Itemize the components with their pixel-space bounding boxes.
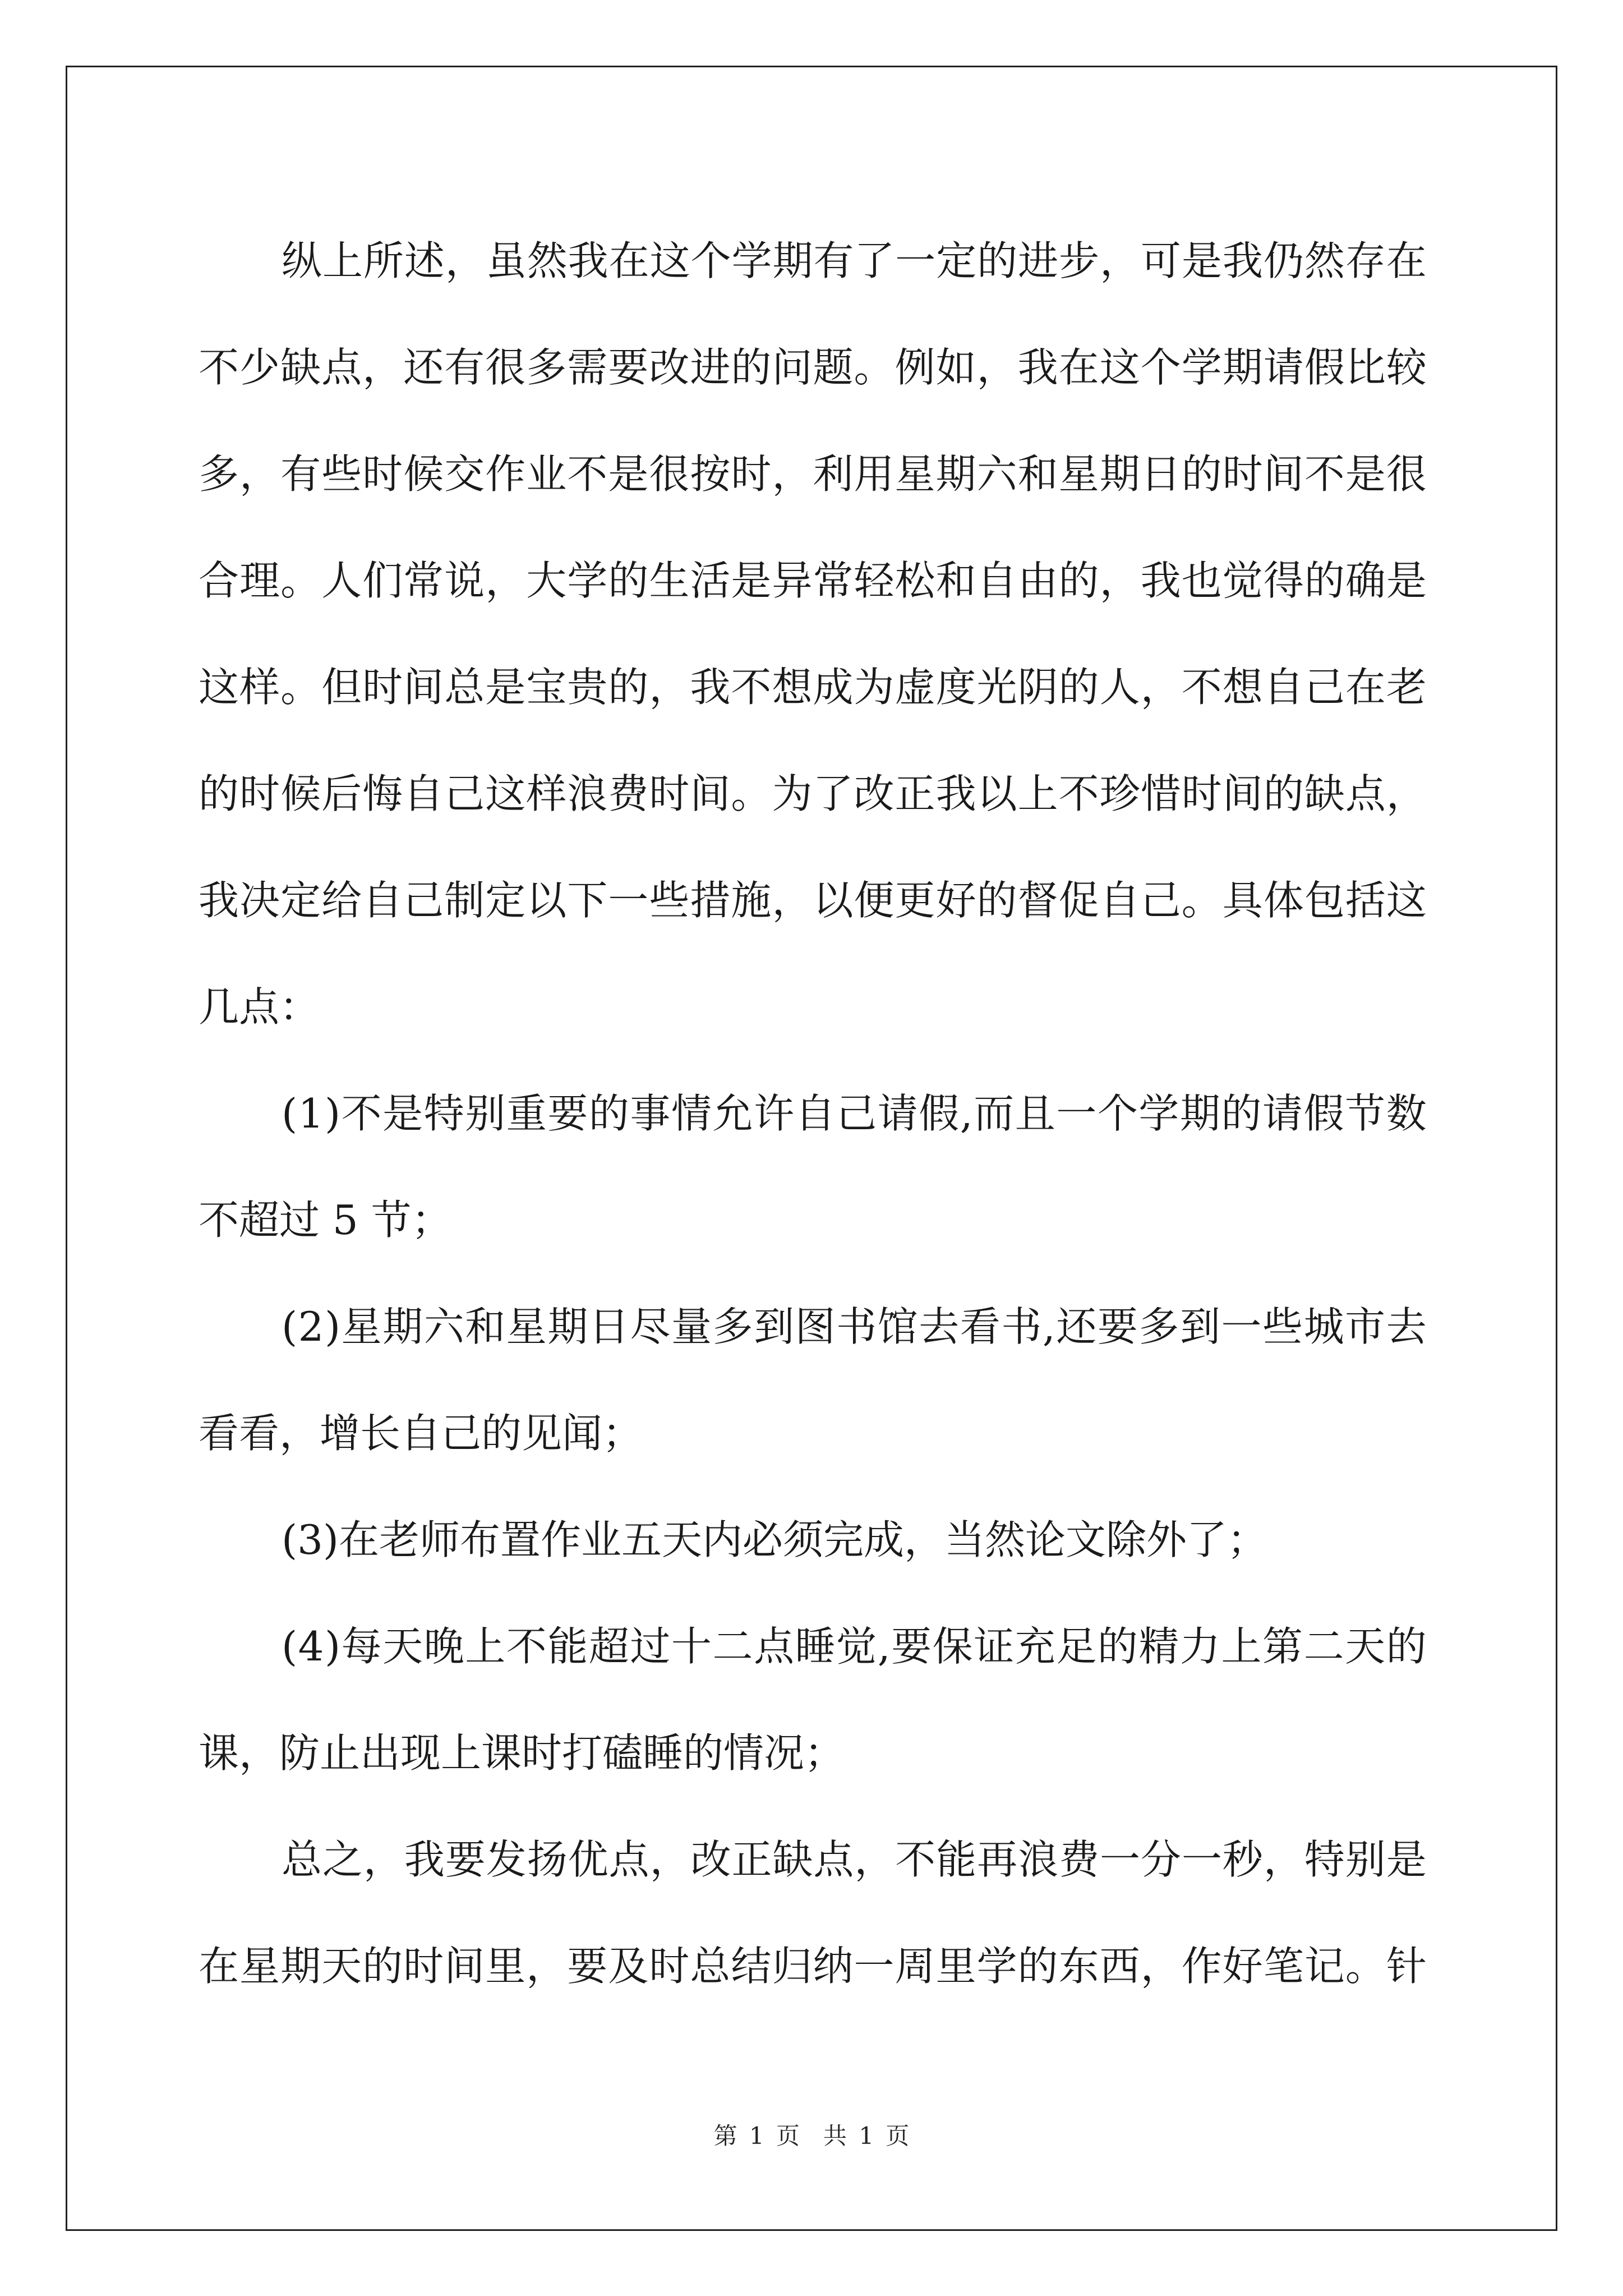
- page-number-footer: 第 1 页 共 1 页: [713, 2122, 910, 2150]
- text-line: 这 样 。 但 时 间 总 是 宝 贵 的 ， 我 不 想 成 为 虚 度 光 阴 的 人 ， 不 想 自 己 在 老: [199, 664, 1427, 711]
- list-item-line: 不超过 5 节；: [199, 1197, 452, 1244]
- list-item-line: 看看，增长自己的见闻；: [199, 1410, 643, 1457]
- list-item-line: ( 2 ) 星 期 六 和 星 期 日 尽 量 多 到 图 书 馆 去 看 书 , 还 要 多 到 一 些 城 市 去: [282, 1303, 1427, 1350]
- text-line: 不 少 缺 点 ， 还 有 很 多 需 要 改 进 的 问 题 。 例 如 ， 我 在 这 个 学 期 请 假 比 较: [199, 344, 1427, 391]
- text-line: 我 决 定 给 自 己 制 定 以 下 一 些 措 施 ， 以 便 更 好 的 督 促 自 己 。 具 体 包 括 这: [199, 877, 1427, 924]
- list-item-line: ( 4 ) 每 天 晚 上 不 能 超 过 十 二 点 睡 觉 , 要 保 证 充 足 的 精 力 上 第 二 天 的: [282, 1623, 1427, 1670]
- text-line: 在 星 期 天 的 时 间 里 ， 要 及 时 总 结 归 纳 一 周 里 学 的 东 西 ， 作 好 笔 记 。 针: [199, 1943, 1427, 1990]
- text-line: 合 理 。 人 们 常 说 ， 大 学 的 生 活 是 异 常 轻 松 和 自 由 的 ， 我 也 觉 得 的 确 是: [199, 557, 1427, 604]
- text-line: 总 之 ， 我 要 发 扬 优 点 ， 改 正 缺 点 ， 不 能 再 浪 费 一 分 一 秒 ， 特 别 是: [282, 1836, 1427, 1883]
- document-body: [199, 208, 1427, 2019]
- list-item-line: 课，防止出现上课时打磕睡的情况；: [199, 1729, 845, 1777]
- list-item-line: (3)在老师布置作业五天内必须完成，当然论文除外了；: [282, 1516, 1267, 1563]
- text-line: 多 ， 有 些 时 候 交 作 业 不 是 很 按 时 ， 利 用 星 期 六 和 星 期 日 的 时 间 不 是 很: [199, 450, 1427, 498]
- list-item-line: ( 1 ) 不 是 特 别 重 要 的 事 情 允 许 自 己 请 假 , 而 且 一 个 学 期 的 请 假 节 数: [282, 1090, 1427, 1137]
- text-line: 几点：: [199, 983, 320, 1030]
- text-line: 纵 上 所 述 ， 虽 然 我 在 这 个 学 期 有 了 一 定 的 进 步 ， 可 是 我 仍 然 存 在: [282, 237, 1427, 284]
- text-line: 的 时 候 后 悔 自 己 这 样 浪 费 时 间 。 为 了 改 正 我 以 上 不 珍 惜 时 间 的 缺 点 ，: [199, 770, 1427, 817]
